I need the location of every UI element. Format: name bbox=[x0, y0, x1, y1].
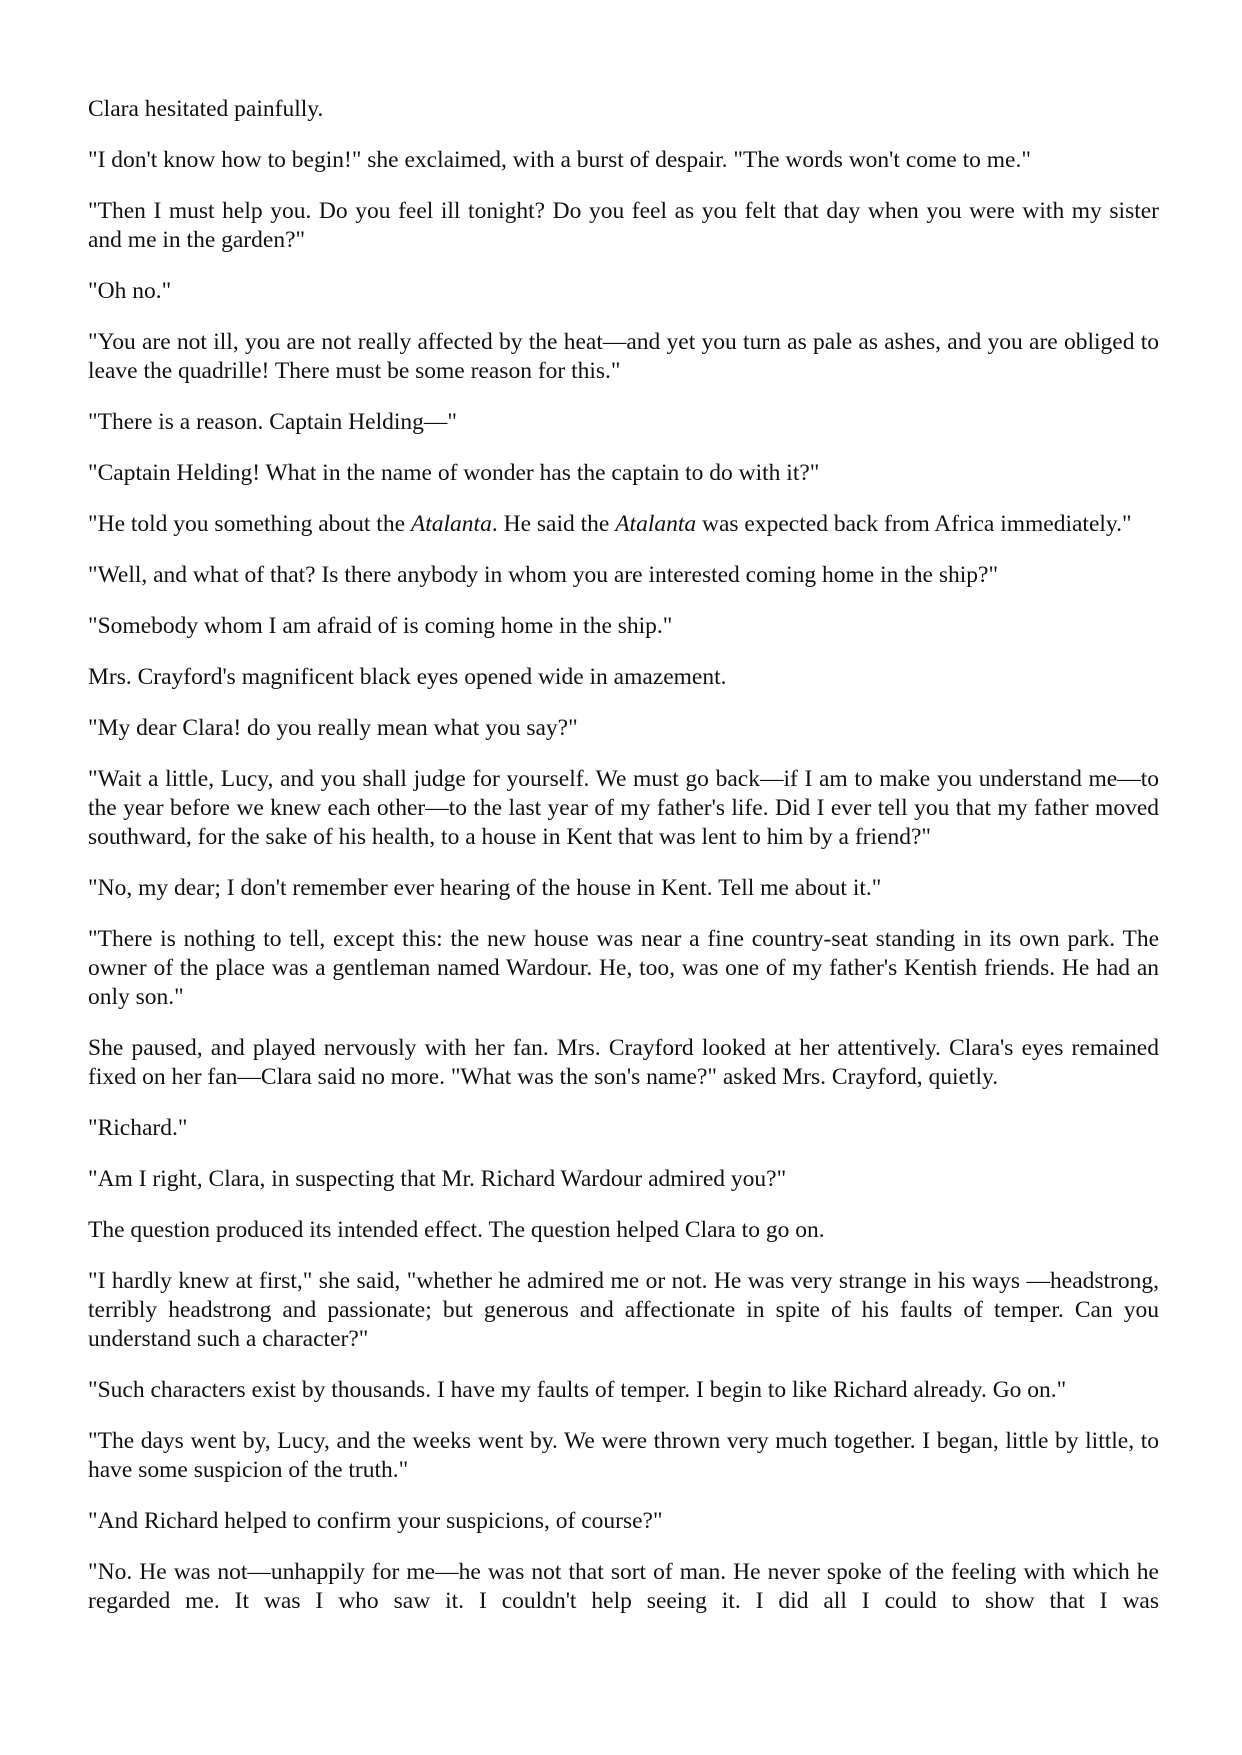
paragraph-14: "There is nothing to tell, except this: the new house was near a fine country-seat standing in its own park. The owner of the place was a gentleman named Wardour. He, too, was one of my father's Kentish friends. He had an only son." bbox=[88, 926, 1159, 1010]
paragraph-18: The question produced its intended effect. The question helped Clara to go on. bbox=[88, 1217, 825, 1243]
paragraph-19: "I hardly knew at first," she said, "whether he admired me or not. He was very strange in his ways —headstrong, terribly headstrong and passionate; but generous and affectionate in spite of his faults of temper. Can you understand such a character?" bbox=[88, 1268, 1159, 1352]
italic-ship-name: Atalanta bbox=[615, 511, 697, 537]
paragraph-9: "Somebody whom I am afraid of is coming home in the ship." bbox=[88, 613, 673, 639]
paragraph-5: "There is a reason. Captain Helding—" bbox=[88, 409, 457, 435]
paragraph-13: "No, my dear; I don't remember ever hearing of the house in Kent. Tell me about it." bbox=[88, 875, 882, 901]
paragraph-6: "Captain Helding! What in the name of wonder has the captain to do with it?" bbox=[88, 460, 820, 486]
paragraph-23: "No. He was not—unhappily for me—he was not that sort of man. He never spoke of the feeling with which he regarded me. It was I who saw it. I couldn't help seeing it. I did all I could to show that I was bbox=[88, 1559, 1159, 1614]
paragraph-3: "Oh no." bbox=[88, 278, 172, 304]
italic-ship-name: Atalanta bbox=[410, 511, 492, 537]
paragraph-7: "He told you something about the Atalanta. He said the Atalanta was expected back from Africa immediately." bbox=[88, 511, 1132, 537]
paragraph-2: "Then I must help you. Do you feel ill tonight? Do you feel as you felt that day when you were with my sister and me in the garden?" bbox=[88, 198, 1159, 253]
paragraph-0: Clara hesitated painfully. bbox=[88, 96, 324, 122]
paragraph-15: She paused, and played nervously with her fan. Mrs. Crayford looked at her attentively. Clara's eyes remained fixed on her fan—Clara said no more. "What was the son's name?" asked Mrs. Crayford, quietly. bbox=[88, 1035, 1159, 1090]
paragraph-11: "My dear Clara! do you really mean what you say?" bbox=[88, 715, 578, 741]
paragraph-1: "I don't know how to begin!" she exclaimed, with a burst of despair. "The words won't come to me." bbox=[88, 147, 1031, 173]
paragraph-4: "You are not ill, you are not really affected by the heat—and yet you turn as pale as ashes, and you are obliged to leave the quadrille! There must be some reason for this." bbox=[88, 329, 1159, 384]
paragraph-16: "Richard." bbox=[88, 1115, 188, 1141]
paragraph-22: "And Richard helped to confirm your suspicions, of course?" bbox=[88, 1508, 663, 1534]
paragraph-21: "The days went by, Lucy, and the weeks went by. We were thrown very much together. I began, little by little, to have some suspicion of the truth." bbox=[88, 1428, 1159, 1483]
paragraph-20: "Such characters exist by thousands. I have my faults of temper. I begin to like Richard already. Go on." bbox=[88, 1377, 1067, 1403]
paragraph-12: "Wait a little, Lucy, and you shall judge for yourself. We must go back—if I am to make you understand me—to the year before we knew each other—to the last year of my father's life. Did I ever tell you that my father moved southward, for the sake of his health, to a house in Kent that was lent to him by a friend?" bbox=[88, 766, 1159, 850]
paragraph-17: "Am I right, Clara, in suspecting that Mr. Richard Wardour admired you?" bbox=[88, 1166, 787, 1192]
paragraph-10: Mrs. Crayford's magnificent black eyes opened wide in amazement. bbox=[88, 664, 727, 690]
paragraph-8: "Well, and what of that? Is there anybody in whom you are interested coming home in the ship?" bbox=[88, 562, 999, 588]
document-page bbox=[88, 95, 1159, 1638]
